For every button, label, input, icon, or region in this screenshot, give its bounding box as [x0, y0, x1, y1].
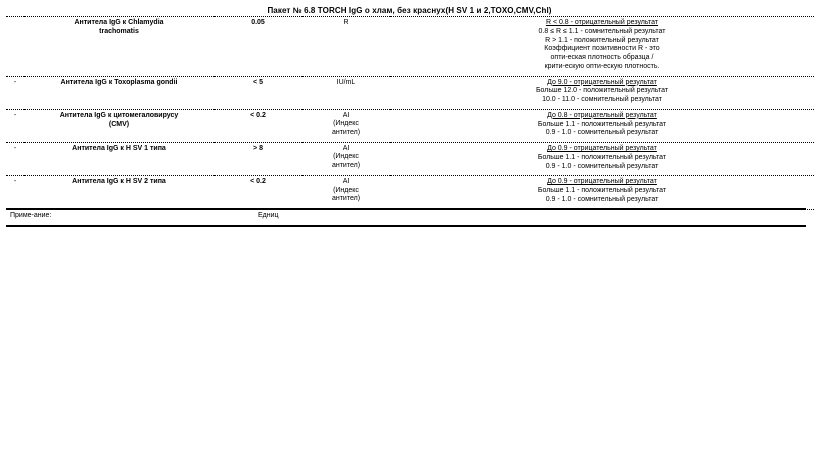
analyte-name-line: Антитела IgG к Chlamydia	[74, 19, 164, 26]
units-value	[302, 76, 390, 109]
note-units-label: Едниц	[258, 212, 279, 219]
result-value: < 0.2	[214, 176, 302, 209]
analyte-name	[24, 76, 214, 109]
results-table	[6, 16, 814, 210]
analyte-name-line: Антитела IgG к Toxoplasma gondii	[60, 78, 178, 86]
reference-range	[390, 143, 814, 176]
analyte-name-line: (CMV)	[108, 120, 130, 128]
analyte-name-line: Антитела IgG к цитомегаловирусу	[59, 111, 179, 119]
result-value: 0.05	[214, 17, 302, 77]
analyte-name-line: Антитела IgG к H SV 1 типа	[72, 145, 166, 152]
reference-line: До 0.9 - отрицательный результат	[547, 178, 657, 186]
reference-line: R > 1.1 - положительный результат	[545, 36, 659, 44]
reference-line: Больше 1.1 - положительный результат	[537, 187, 667, 194]
analyte-name	[24, 176, 214, 209]
section-divider	[6, 208, 806, 210]
reference-range	[390, 176, 814, 209]
units-line: антител)	[331, 195, 361, 203]
units-line: IU/mL	[336, 78, 356, 86]
result-value: < 5	[214, 76, 302, 109]
reference-line: Больше 1.1 - положительный результат	[537, 153, 667, 161]
analyte-name	[24, 109, 214, 142]
units-line: (Индекс	[333, 186, 359, 194]
analyte-name-line: trachomatis	[99, 27, 139, 35]
units-value	[302, 143, 390, 176]
section-divider-bottom	[6, 225, 806, 227]
reference-range	[390, 109, 814, 142]
analyte-name	[24, 143, 214, 176]
result-value: < 0.2	[214, 109, 302, 142]
table-row	[6, 109, 814, 142]
row-number: -	[6, 76, 24, 109]
units-line: антител)	[331, 128, 361, 136]
reference-line: 0.8 ≤ R ≤ 1.1 - сомнительный результат	[538, 27, 666, 35]
reference-line: До 0.8 - отрицательный результат	[547, 111, 657, 119]
units-line: AI	[342, 111, 350, 119]
analyte-name	[24, 17, 214, 77]
reference-line: Больше 1.1 - положительный результат	[537, 120, 667, 128]
units-value	[302, 176, 390, 209]
reference-line: 10.0 - 11.0 - сомнительный результат	[542, 96, 662, 103]
analyte-name-line: Антитела IgG к H SV 2 типа	[72, 178, 166, 186]
reference-line: Больше 12.0 - положительный результат	[535, 87, 669, 95]
units-value	[302, 109, 390, 142]
reference-line: До 0.9 - отрицательный результат	[547, 145, 657, 152]
reference-line: Коэффициент позитивности R - это	[544, 45, 660, 53]
table-row	[6, 76, 814, 109]
results-table-body	[6, 17, 814, 210]
table-row	[6, 17, 814, 77]
units-line: AI	[342, 178, 350, 186]
reference-line: 0.9 - 1.0 - сомнительный результат	[545, 129, 659, 137]
page-title: Пакет № 6.8 TORCH IgG о хлам, без краснух(H SV 1 и 2,TOXO,CMV,Chl)	[267, 6, 552, 15]
reference-line: R < 0.8 - отрицательный результат	[545, 19, 659, 26]
units-line: R	[343, 19, 349, 26]
row-number	[6, 17, 24, 77]
table-row	[6, 176, 814, 209]
reference-line: опти-еская плотность образца /	[550, 54, 654, 61]
units-line: AI	[342, 145, 350, 152]
result-value: > 8	[214, 143, 302, 176]
row-number: -	[6, 143, 24, 176]
row-number: -	[6, 109, 24, 142]
units-line: антител)	[331, 161, 361, 169]
reference-line: крити-ескую опти-ескую плотность.	[544, 62, 660, 70]
reference-line: До 9.0 - отрицательный результат	[547, 78, 657, 86]
reference-range	[390, 76, 814, 109]
row-number: -	[6, 176, 24, 209]
units-line: (Индекс	[333, 120, 359, 128]
reference-line: 0.9 - 1.0 - сомнительный результат	[545, 195, 659, 203]
units-line: (Индекс	[333, 153, 359, 161]
units-value	[302, 17, 390, 77]
reference-range	[390, 17, 814, 77]
reference-line: 0.9 - 1.0 - сомнительный результат	[545, 162, 659, 170]
results-table-wrapper	[6, 16, 806, 210]
note-label: Приме-ание:	[10, 212, 52, 219]
table-row	[6, 143, 814, 176]
